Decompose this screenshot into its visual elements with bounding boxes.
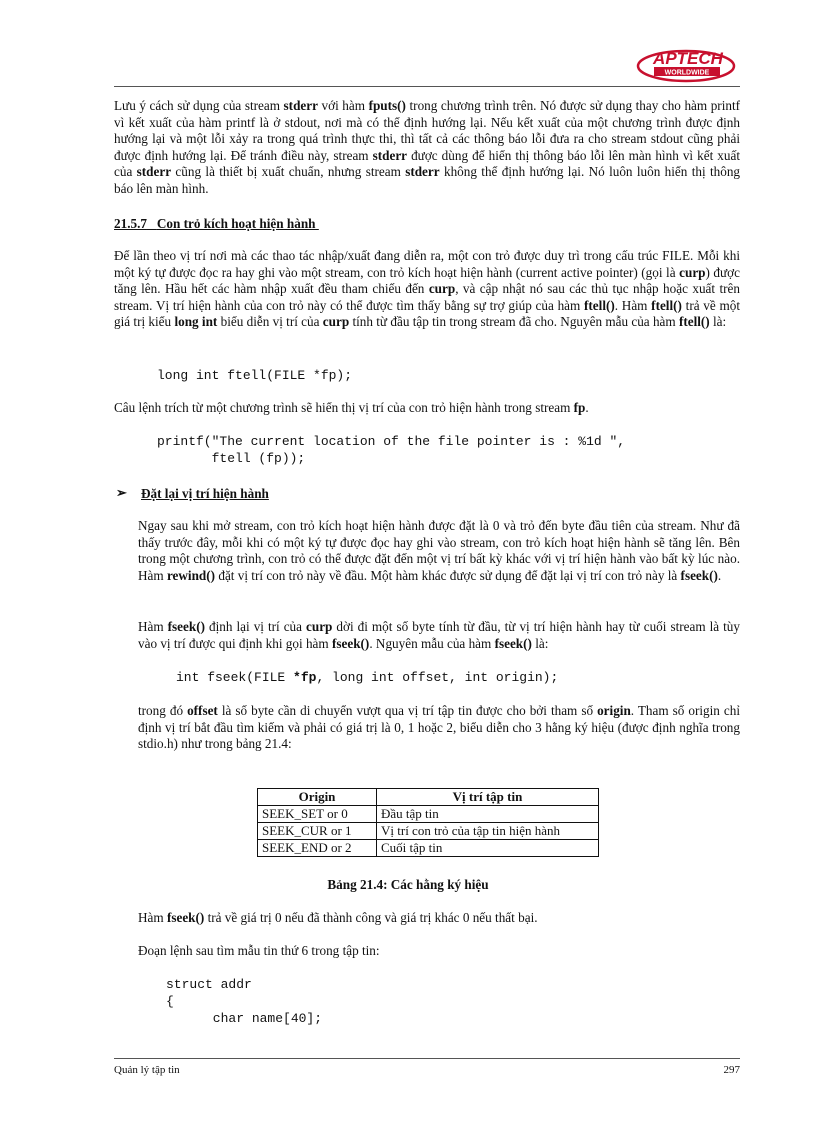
- table-cell: Đầu tập tin: [377, 806, 599, 823]
- page-number: 297: [723, 1064, 740, 1076]
- table-header-row: [258, 789, 599, 806]
- origin-constants-table: [257, 788, 599, 857]
- table-cell: SEEK_END or 2: [258, 840, 377, 857]
- logo-tagline: WORLDWIDE: [664, 69, 710, 77]
- table-row: [258, 823, 599, 840]
- table-cell: SEEK_CUR or 1: [258, 823, 377, 840]
- bullet-arrow-icon: ➢: [116, 485, 127, 500]
- footer-chapter-title: Quản lý tập tin: [114, 1064, 180, 1076]
- table-header-origin: Origin: [258, 789, 377, 806]
- table-header-position: Vị trí tập tin: [377, 789, 599, 806]
- bullet-heading: Đặt lại vị trí hiện hành: [141, 486, 269, 501]
- footer-rule: [114, 1058, 740, 1059]
- ftell-example-paragraph: Câu lệnh trích từ một chương trình sẽ hiển thị vị trí của con trỏ hiện hành trong stream fp.: [114, 400, 589, 415]
- table-row: [258, 806, 599, 823]
- table-cell: Cuối tập tin: [377, 840, 599, 857]
- section-heading: [114, 216, 319, 232]
- search-paragraph: Đoạn lệnh sau tìm mẫu tin thứ 6 trong tập tin:: [138, 943, 380, 958]
- offset-paragraph: trong đó offset là số byte cần di chuyển vượt qua vị trí tập tin được cho bởi tham số origin. Tham số origin chỉ định vị trí bắt đầu tìm kiếm và phải có giá trị là 0, 1 hoặc 2, biểu diễn cho 3 hằng ký hiệu (được định nghĩa trong stdio.h) như trong bảng 21.4:: [138, 703, 741, 752]
- aptech-logo-mark: [636, 48, 740, 84]
- return-value-paragraph: Hàm fseek() trả về giá trị 0 nếu đã thành công và giá trị khác 0 nếu thất bại.: [138, 910, 538, 925]
- ftell-prototype-code: long int ftell(FILE *fp);: [157, 368, 353, 383]
- table-cell: SEEK_SET or 0: [258, 806, 377, 823]
- header-rule: [114, 86, 740, 87]
- logo-brand: APTECH: [653, 49, 723, 68]
- intro-paragraph: Lưu ý cách sử dụng của stream stderr với hàm fputs() trong chương trình trên. Nó được sử dụng thay cho hàm printf vì kết xuất của hàm printf là ở stdout, nơi mà có thể định hướng lại. Nếu kết xuất của một chương trình được định hướng lại và một lỗi xảy ra trong quá trình thực thi, thì tất cả các thông báo lỗi đưa ra cho stream stdout cũng phải được định hướng lại. Để tránh điều này, stream stderr được dùng để hiển thị thông báo lỗi lên màn hình vì kết xuất của stderr cũng là thiết bị xuất chuẩn, nhưng stream stderr không thể định hướng lại. Nó luôn luôn hiển thị thông báo lên màn hình.: [114, 98, 741, 196]
- printf-code: printf("The current location of the file pointer is : %1d ", ftell (fp));: [157, 434, 626, 466]
- table-caption: Bảng 21.4: Các hằng ký hiệu: [327, 877, 489, 892]
- fseek-paragraph: Hàm fseek() định lại vị trí của curp dời đi một số byte tính từ đầu, từ vị trí hiện hành hay từ cuối stream là tùy vào vị trí được qui định khi gọi hàm fseek(). Nguyên mẫu của hàm fseek() là:: [138, 619, 740, 651]
- section-number: 21.5.7: [114, 216, 147, 231]
- aptech-logo: [636, 48, 740, 84]
- section-title: Con trỏ kích hoạt hiện hành: [156, 216, 316, 231]
- reset-paragraph: Ngay sau khi mở stream, con trỏ kích hoạt hiện hành được đặt là 0 và trỏ đến byte đầu tiên của stream. Như đã thấy trước đây, mỗi khi có một ký tự được đọc hay ghi vào stream, con trỏ kích hoạt hiện hành sẽ tăng lên. Bên trong một chương trình, con trỏ có thể được đặt đến một vị trí bất kỳ khác với vị trí hiện hành vào bất kỳ lúc nào. Hàm rewind() đặt vị trí con trỏ này về đầu. Một hàm khác được sử dụng để đặt lại vị trí con trỏ này là fseek().: [138, 518, 740, 583]
- fseek-prototype-code: int fseek(FILE *fp, long int offset, int origin);: [176, 670, 559, 685]
- table-cell: Vị trí con trỏ của tập tin hiện hành: [377, 823, 599, 840]
- curp-paragraph: Để lần theo vị trí nơi mà các thao tác nhập/xuất đang diễn ra, một con trỏ được duy trì trong cấu trúc FILE. Mỗi khi một ký tự được đọc ra hay ghi vào một stream, con trỏ kích hoạt hiện hành (current active pointer) (gọi là curp) được tăng lên. Hầu hết các hàm nhập xuất đều tham chiếu đến curp, và cập nhật nó sau các thủ tục nhập hoặc xuất trên stream. Vị trí hiện hành của con trỏ này có thể được tìm thấy bằng sự trợ giúp của hàm ftell(). Hàm ftell() trả về một giá trị kiểu long int biểu diễn vị trí của curp tính từ đầu tập tin trong stream đã cho. Nguyên mẫu của hàm ftell() là:: [114, 248, 741, 330]
- struct-code: struct addr { char name[40];: [166, 977, 323, 1026]
- table-row: [258, 840, 599, 857]
